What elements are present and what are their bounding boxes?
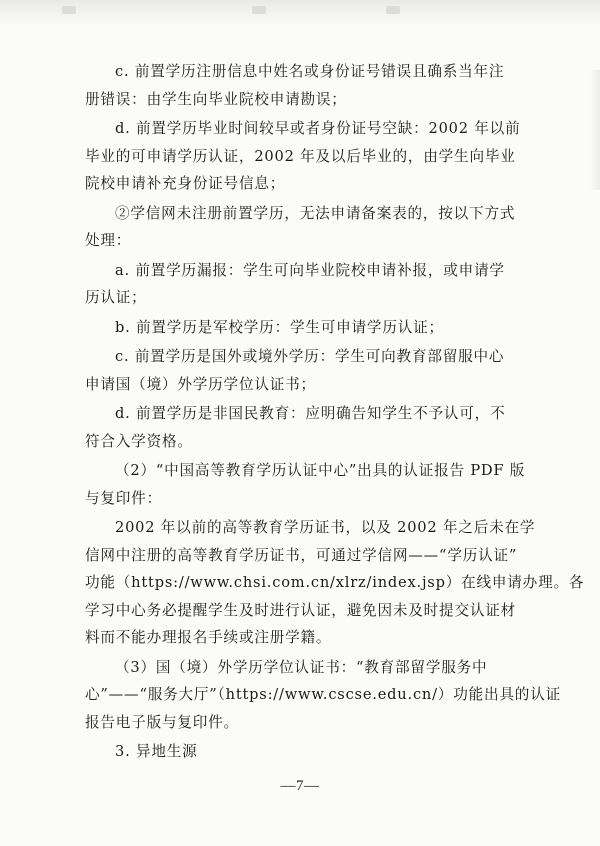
text-line: 与复印件： (85, 489, 162, 507)
text-line: 学习中心务必提醒学生及时进行认证，避免因未及时提交认证材 (85, 601, 517, 619)
scan-mark (252, 6, 266, 14)
text-line: （2）“中国高等教育学历认证中心”出具的认证报告 PDF 版 (115, 462, 526, 479)
text-line: 料而不能办理报名手续或注册学籍。 (85, 629, 332, 646)
text-line: 处理： (85, 232, 132, 249)
text-line: 册错误：由学生向毕业院校申请勘误； (85, 90, 347, 108)
text-line: c. 前置学历是国外或境外学历：学生可向教育部留服中心 (115, 348, 505, 365)
text-line: 毕业的可申请学历认证，2002 年及以后毕业的，由学生向毕业 (85, 147, 516, 165)
page-number: —7— (280, 778, 320, 794)
text-line: a. 前置学历漏报：学生可向毕业院校申请补报，或申请学 (115, 261, 505, 279)
text-line: c. 前置学历注册信息中姓名或身份证号错误且确系当年注 (115, 63, 505, 80)
section-heading: 3. 异地生源 (115, 743, 198, 760)
text-line: b. 前置学历是军校学历：学生可申请学历认证； (115, 318, 444, 336)
text-line: ②学信网未注册前置学历，无法申请备案表的，按以下方式 (115, 204, 516, 222)
text-line: 院校申请补充身份证号信息； (85, 175, 286, 192)
text-line: 符合入学资格。 (85, 432, 193, 450)
text-line: 2002 年以前的高等教育学历证书，以及 2002 年之后未在学 (115, 519, 536, 536)
text-line: d. 前置学历毕业时间较早或者身份证号空缺：2002 年以前 (115, 120, 521, 137)
text-line: 功能（https://www.chsi.com.cn/xlrz/index.jsp）在线申请办理。各 (85, 574, 585, 591)
text-line: d. 前置学历是非国民教育：应明确告知学生不予认可，不 (115, 405, 506, 422)
scan-shadow-right (590, 70, 600, 190)
text-line: 申请国（境）外学历学位认证书； (85, 375, 316, 393)
text-line: （3）国（境）外学历学位认证书：“教育部留学服务中 (115, 658, 488, 676)
document-body (85, 58, 585, 766)
scan-mark (62, 6, 76, 14)
text-line: 信网中注册的高等教育学历证书，可通过学信网——“学历认证” (85, 546, 518, 564)
text-line: 历认证； (85, 289, 147, 306)
text-line: 报告电子版与复印件。 (85, 713, 239, 731)
scan-shadow-top (0, 0, 600, 28)
scan-mark (386, 6, 400, 14)
text-line: 心”——“服务大厅”（https://www.cscse.edu.cn/）功能出具的认证 (85, 686, 561, 703)
